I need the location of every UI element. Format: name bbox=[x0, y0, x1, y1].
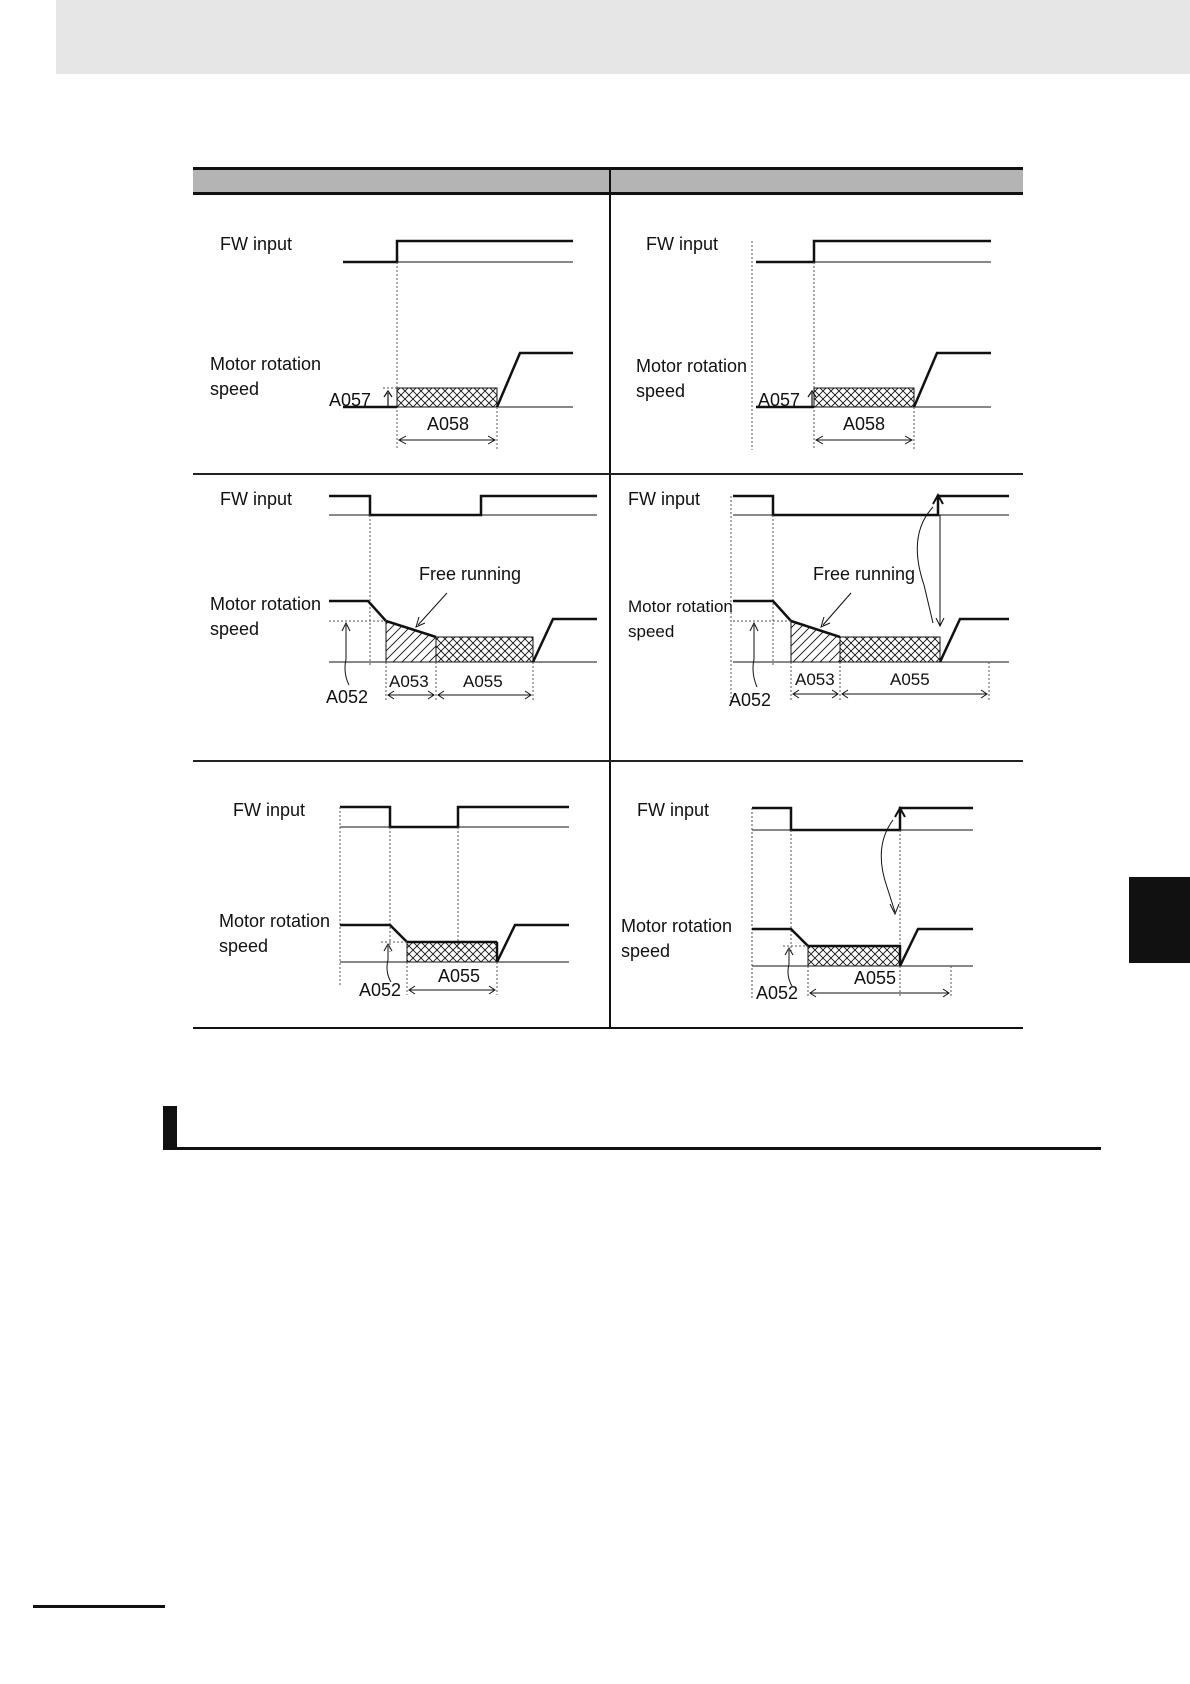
dc-braking-area bbox=[840, 637, 940, 662]
a055-label: A055 bbox=[438, 966, 481, 986]
chapter-side-tab bbox=[1129, 877, 1190, 963]
leader-line bbox=[345, 659, 349, 685]
speed-trace bbox=[733, 601, 840, 637]
a058-label: A058 bbox=[843, 414, 886, 434]
timing-comparison-table bbox=[193, 167, 1023, 1029]
dc-braking-area bbox=[814, 388, 914, 407]
free-running-label: Free running bbox=[813, 564, 916, 584]
callout-arrow bbox=[823, 593, 851, 625]
page-header-band bbox=[56, 0, 1190, 74]
section-heading-rule bbox=[163, 1147, 1101, 1150]
diagram-cell-r3-left bbox=[193, 762, 605, 1027]
speed-label: speed bbox=[628, 622, 675, 641]
a055-label: A055 bbox=[854, 968, 897, 988]
speed-trace bbox=[533, 619, 597, 662]
fw-input-label: FW input bbox=[220, 234, 293, 254]
free-running-label: Free running bbox=[419, 564, 522, 584]
a057-label: A057 bbox=[329, 390, 372, 410]
diagram-cell-r3-right bbox=[611, 762, 1023, 1027]
dc-braking-area bbox=[407, 942, 497, 962]
speed-trace bbox=[900, 929, 973, 966]
footer-rule bbox=[33, 1605, 165, 1608]
motor-rotation-label: Motor rotation bbox=[210, 354, 322, 374]
fw-input-label: FW input bbox=[220, 489, 293, 509]
diagram-cell-r2-right bbox=[611, 475, 1023, 760]
timing-diagram bbox=[611, 762, 1023, 1027]
leader-line bbox=[387, 960, 391, 982]
speed-trace bbox=[329, 601, 436, 637]
diagram-cell-r1-left bbox=[193, 195, 605, 473]
a053-label: A053 bbox=[389, 672, 429, 691]
fw-signal-trace bbox=[752, 808, 973, 830]
callout-arrow bbox=[418, 593, 447, 625]
motor-rotation-label: Motor rotation bbox=[628, 597, 733, 616]
motor-rotation-label: Motor rotation bbox=[636, 356, 748, 376]
a057-label: A057 bbox=[758, 390, 801, 410]
leader-line bbox=[753, 659, 757, 687]
section-heading-marker bbox=[163, 1106, 177, 1148]
table-header-row bbox=[193, 167, 1023, 195]
timing-diagram bbox=[193, 195, 605, 473]
speed-label: speed bbox=[219, 936, 269, 956]
a052-label: A052 bbox=[359, 980, 402, 1000]
a055-label: A055 bbox=[890, 670, 930, 689]
fw-input-label: FW input bbox=[628, 489, 701, 509]
speed-trace bbox=[497, 353, 573, 407]
a055-label: A055 bbox=[463, 672, 503, 691]
speed-trace bbox=[497, 925, 569, 962]
speed-trace bbox=[340, 925, 497, 942]
speed-trace bbox=[940, 619, 1009, 662]
speed-label: speed bbox=[210, 379, 260, 399]
speed-label: speed bbox=[210, 619, 260, 639]
timing-diagram bbox=[193, 762, 605, 1027]
a058-label: A058 bbox=[427, 414, 470, 434]
free-run-area bbox=[386, 621, 436, 662]
a053-label: A053 bbox=[795, 670, 835, 689]
motor-rotation-label: Motor rotation bbox=[621, 916, 733, 936]
timing-diagram bbox=[611, 475, 1023, 760]
diagram-cell-r2-left bbox=[193, 475, 605, 760]
fw-signal-trace bbox=[756, 241, 991, 262]
dc-braking-area bbox=[808, 946, 900, 966]
fw-input-label: FW input bbox=[233, 800, 306, 820]
a052-label: A052 bbox=[326, 687, 369, 707]
dc-braking-area bbox=[436, 637, 533, 662]
table-bottom-rule bbox=[193, 1027, 1023, 1029]
dc-braking-area bbox=[397, 388, 497, 407]
a052-label: A052 bbox=[729, 690, 772, 710]
speed-trace bbox=[914, 353, 991, 407]
restart-callout-line bbox=[881, 820, 895, 912]
diagram-cell-r1-right bbox=[611, 195, 1023, 473]
fw-signal-trace bbox=[340, 807, 569, 827]
motor-rotation-label: Motor rotation bbox=[210, 594, 322, 614]
fw-input-label: FW input bbox=[646, 234, 719, 254]
restart-callout-line bbox=[917, 507, 933, 623]
section-heading bbox=[163, 1106, 1101, 1150]
fw-signal-trace bbox=[343, 241, 573, 262]
a052-label: A052 bbox=[756, 983, 799, 1003]
fw-signal-trace bbox=[733, 496, 1009, 515]
speed-label: speed bbox=[636, 381, 686, 401]
timing-diagram bbox=[611, 195, 1023, 473]
motor-rotation-label: Motor rotation bbox=[219, 911, 331, 931]
free-run-area bbox=[791, 621, 840, 662]
fw-signal-trace bbox=[329, 496, 597, 515]
speed-label: speed bbox=[621, 941, 671, 961]
fw-input-label: FW input bbox=[637, 800, 710, 820]
timing-diagram bbox=[193, 475, 605, 760]
